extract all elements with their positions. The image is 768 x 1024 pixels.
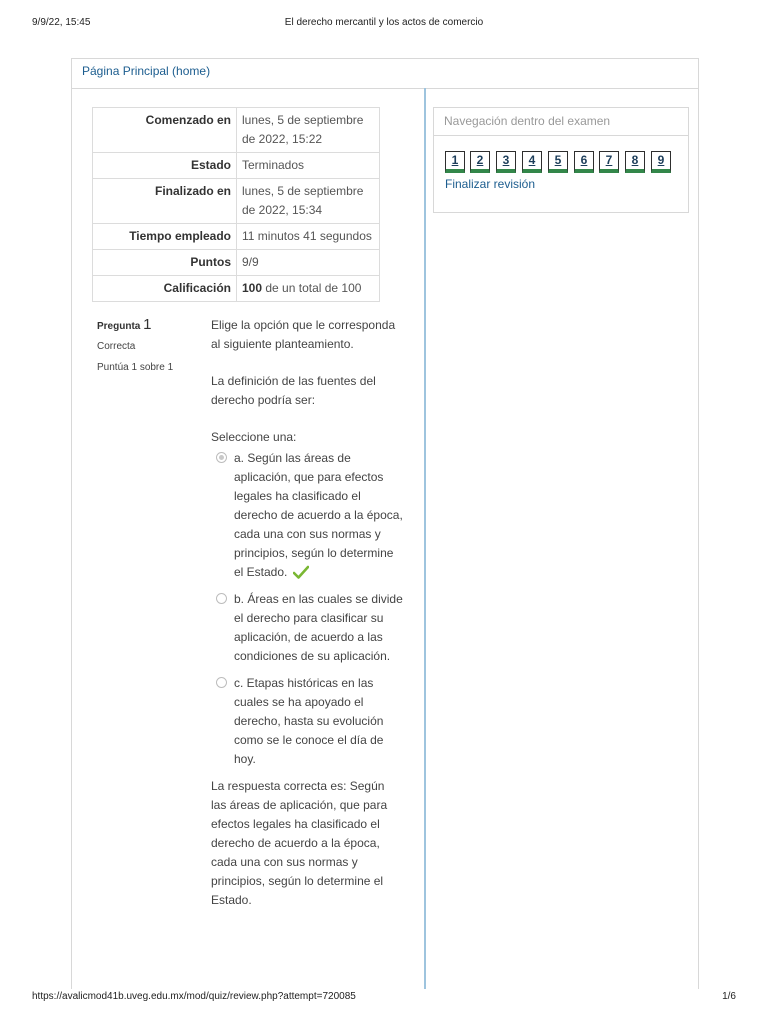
question-nav-button-8[interactable]: 8 [625, 151, 645, 173]
question-nav-button-5[interactable]: 5 [548, 151, 568, 173]
answer-option-c[interactable] [211, 674, 403, 769]
question-nav-button-2[interactable]: 2 [470, 151, 490, 173]
answer-text: a. Según las áreas de aplicación, que para efectos legales ha clasificado el derecho de acuerdo a la época, cada una con sus normas y principios, según lo determine el Estado. [234, 451, 403, 579]
summary-row-grade [93, 276, 380, 302]
breadcrumb-home-link[interactable]: Página Principal (home) [82, 64, 211, 78]
grade-total: de un total de 100 [262, 281, 362, 295]
answer-option-a[interactable] [211, 449, 403, 582]
question-info [97, 316, 197, 373]
answer-prompt: Seleccione una: [211, 430, 297, 444]
question-nav-button-3[interactable]: 3 [496, 151, 516, 173]
finish-review-link[interactable]: Finalizar revisión [445, 177, 536, 191]
question-number-value: 1 [143, 316, 152, 333]
summary-value: 9/9 [237, 250, 380, 276]
correct-answer-feedback: La respuesta correcta es: Según las áreas de aplicación, que para efectos legales ha clasificado el derecho de acuerdo a la época, cada una con sus normas y principios, según lo determine el Estado. [211, 779, 388, 907]
summary-row-points [93, 250, 380, 276]
summary-row-time-taken [93, 224, 380, 250]
grade-value: 100 [242, 281, 263, 295]
answer-text: c. Etapas históricas en las cuales se ha apoyado el derecho, hasta su evolución como se le conoce el día de hoy. [234, 676, 384, 766]
question-grade: Puntúa 1 sobre 1 [97, 362, 174, 373]
summary-row-started [93, 108, 380, 153]
summary-value: Terminados [237, 153, 380, 179]
answer-option-b[interactable] [211, 590, 403, 666]
question-nav-button-6[interactable]: 6 [574, 151, 594, 173]
question-nav-button-4[interactable]: 4 [522, 151, 542, 173]
answer-text: b. Áreas en las cuales se divide el derecho para clasificar su aplicación, de acuerdo a las condiciones de su aplicación. [234, 592, 403, 663]
summary-row-finished [93, 179, 380, 224]
summary-label: Comenzado en [93, 108, 237, 153]
summary-row-state [93, 153, 380, 179]
summary-label: Tiempo empleado [93, 224, 237, 250]
checkmark-icon [293, 565, 309, 579]
question-nav-button-1[interactable]: 1 [445, 151, 465, 173]
summary-label: Finalizado en [93, 179, 237, 224]
radio-unselected-icon[interactable] [216, 677, 227, 688]
summary-value: 11 minutos 41 segundos [237, 224, 380, 250]
answer-list [211, 449, 403, 769]
quiz-navigation-title: Navegación dentro del examen [434, 108, 688, 136]
radio-selected-icon[interactable] [216, 452, 227, 463]
question-label: Pregunta [97, 321, 141, 332]
question-state: Correcta [97, 341, 136, 352]
summary-value: lunes, 5 de septiembre de 2022, 15:22 [237, 108, 380, 153]
print-page-number: 1/6 [722, 991, 736, 1002]
question-text: Elige la opción que le corresponda al siguiente planteamiento. [211, 318, 396, 351]
print-footer [0, 991, 768, 1005]
summary-label: Calificación [93, 276, 237, 302]
print-url: https://avalicmod41b.uveg.edu.mx/mod/quiz/review.php?attempt=720085 [32, 991, 356, 1002]
question-number [97, 316, 197, 333]
print-title: El derecho mercantil y los actos de comercio [284, 17, 484, 28]
summary-label: Puntos [93, 250, 237, 276]
print-header [0, 17, 768, 31]
breadcrumb [72, 59, 698, 89]
quiz-review-page [71, 58, 699, 989]
question-nav-button-9[interactable]: 9 [651, 151, 671, 173]
radio-unselected-icon[interactable] [216, 593, 227, 604]
print-date: 9/9/22, 15:45 [32, 17, 91, 28]
summary-label: Estado [93, 153, 237, 179]
question-text-2: La definición de las fuentes del derecho podría ser: [211, 374, 376, 407]
question-content [211, 316, 403, 910]
quiz-navigation-block [433, 107, 689, 213]
summary-value: lunes, 5 de septiembre de 2022, 15:34 [237, 179, 380, 224]
column-divider [424, 88, 426, 989]
attempt-summary-table [92, 107, 380, 302]
summary-value [237, 276, 380, 302]
question-nav-button-7[interactable]: 7 [599, 151, 619, 173]
